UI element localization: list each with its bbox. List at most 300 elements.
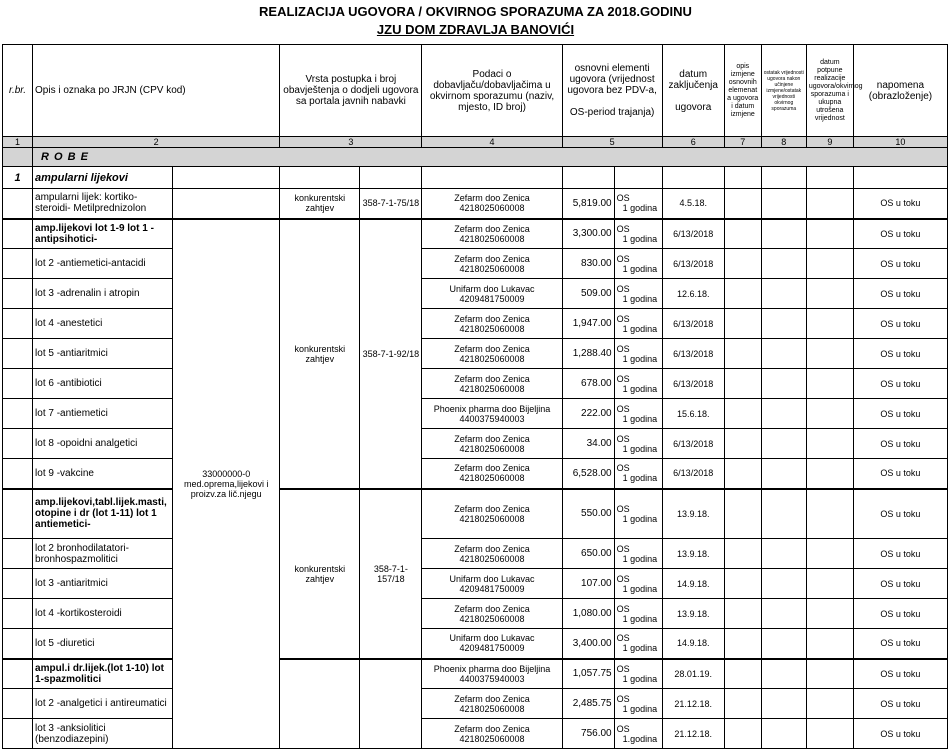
supplier-cell [422,659,562,689]
note: OS u toku [853,279,947,309]
contract-value: 6,528.00 [562,459,614,489]
realization-date [806,219,853,249]
realization-date [806,399,853,429]
os-period-cell [614,539,662,569]
os-label: OS [616,283,630,294]
table-row [3,459,948,489]
realization-date [806,339,853,369]
remaining-value [761,459,806,489]
period-label: 1 godina [622,323,658,334]
contract-value: 222.00 [562,399,614,429]
remaining-value [761,719,806,749]
os-label: OS [616,403,630,414]
lot-description: lot 8 -opoidni analgetici [33,429,173,459]
change-description [724,399,761,429]
realization-date [806,659,853,689]
os-label: OS [616,503,630,514]
table-row [3,339,948,369]
lot-description: lot 5 -diuretici [33,629,173,659]
group-number: 1 [3,167,33,189]
row-number [3,399,33,429]
supplier-name: Zefarm doo Zenica [454,193,530,204]
os-label: OS [616,603,630,614]
cpv-code: 33000000-0 med.oprema,lijekovi i proizv.za lič.njegu [173,219,280,749]
supplier-name: Unifarm doo Lukavac [449,633,535,644]
supplier-name: Zefarm doo Zenica [454,433,530,444]
supplier-name: Zefarm doo Zenica [454,603,530,614]
page-title: REALIZACIJA UGOVORA / OKVIRNOG SPORAZUMA ZA 2018.GODINU [259,4,692,19]
header-datum-realizacije: datum potpune realizacije ugovora/okvirnog sporazuma i ukupna utrošena vrijednost [806,45,853,137]
os-period-cell [614,309,662,339]
supplier-id: 4218025060008 [459,443,525,454]
remaining-value [761,569,806,599]
change-description [724,189,761,219]
lot-description: lot 4 -kortikosteroidi [33,599,173,629]
contract-date: 13.9.18. [662,599,724,629]
os-period-cell [614,249,662,279]
remaining-value [761,659,806,689]
os-period-cell [614,429,662,459]
lot-description: lot 3 -anksiolitici (benzodiazepini) [33,719,173,749]
supplier-cell [422,339,562,369]
table-row [3,309,948,339]
supplier-id: 4218025060008 [459,613,525,624]
period-label: 1 godina [622,233,658,244]
table-row [3,689,948,719]
change-description [724,599,761,629]
procedure-number: 358-7-1-75/18 [360,189,422,219]
change-description [724,489,761,539]
os-period-cell [614,719,662,749]
remaining-value [761,539,806,569]
os-period-cell [614,569,662,599]
contract-value: 2,485.75 [562,689,614,719]
header-ostatak: ostatak vrijednosti ugovora nakon učinjene izmjene/ostatak vrijednosti okvirnog sporazuma [761,45,806,137]
lot-description: lot 2 bronhodilatatori-bronhospazmolitici [33,539,173,569]
contract-date: 6/13/2018 [662,249,724,279]
period-label: 1 godina [622,263,658,274]
period-label: 1 godina [622,613,658,624]
os-period-cell [614,219,662,249]
change-description [724,369,761,399]
change-description [724,659,761,689]
contract-date: 6/13/2018 [662,219,724,249]
contract-date: 6/13/2018 [662,309,724,339]
note: OS u toku [853,599,947,629]
lot-description: lot 3 -adrenalin i atropin [33,279,173,309]
contract-date: 12.6.18. [662,279,724,309]
row-number [3,279,33,309]
table-row [3,279,948,309]
table-row [3,569,948,599]
table-row [3,429,948,459]
procedure-number: 358-7-1-157/18 [360,489,422,659]
supplier-cell [422,569,562,599]
page-subtitle: JZU DOM ZDRAVLJA BANOVIĆI [376,22,575,37]
col-num: 8 [761,137,806,148]
supplier-cell [422,249,562,279]
col-num: 6 [662,137,724,148]
col-num: 5 [562,137,662,148]
procedure-type: konkurentski zahtjev [280,489,360,659]
procedure-type: konkurentski zahtjev [280,189,360,219]
supplier-id: 4209481750009 [459,293,525,304]
contract-value: 509.00 [562,279,614,309]
change-description [724,569,761,599]
realization-date [806,429,853,459]
remaining-value [761,489,806,539]
remaining-value [761,249,806,279]
contract-date: 21.12.18. [662,689,724,719]
row-number [3,249,33,279]
contract-value: 650.00 [562,539,614,569]
supplier-cell [422,369,562,399]
row-number [3,429,33,459]
period-label: 1 godina [622,643,658,654]
note: OS u toku [853,539,947,569]
realization-date [806,599,853,629]
supplier-name: Phoenix pharma doo Bijeljina [433,403,551,414]
lot-description: lot 2 -antiemetici-antacidi [33,249,173,279]
remaining-value [761,189,806,219]
change-description [724,719,761,749]
os-period-cell [614,399,662,429]
lot-description: lot 6 -antibiotici [33,369,173,399]
supplier-cell [422,459,562,489]
os-period-cell [614,629,662,659]
change-description [724,249,761,279]
os-label: OS [616,693,630,704]
lot-description: ampularni lijek: kortiko-steroidi- Metilprednizolon [33,189,173,219]
contract-value: 1,080.00 [562,599,614,629]
os-label: OS [616,723,630,734]
realization-date [806,489,853,539]
realization-date [806,369,853,399]
lot-description: lot 9 -vakcine [33,459,173,489]
supplier-id: 4218025060008 [459,473,525,484]
remaining-value [761,689,806,719]
period-label: 1 godina [622,443,658,454]
os-label: OS [616,463,630,474]
supplier-id: 4218025060008 [459,323,525,334]
period-label: 1 godina [622,583,658,594]
note: OS u toku [853,569,947,599]
table-row [3,539,948,569]
change-description [724,539,761,569]
os-label: OS [616,223,630,234]
os-period-cell [614,489,662,539]
col-num: 3 [280,137,422,148]
lot-description: amp.lijekovi lot 1-9 lot 1 -antipsihotici- [33,219,173,249]
change-description [724,459,761,489]
procedure-type: konkurentski zahtjev [280,219,360,489]
os-label: OS [616,313,630,324]
remaining-value [761,399,806,429]
table-row [3,719,948,749]
supplier-name: Zefarm doo Zenica [454,343,530,354]
contract-value: 34.00 [562,429,614,459]
os-label: OS [616,573,630,584]
os-label: OS [616,633,630,644]
supplier-id: 4218025060008 [459,383,525,394]
os-label: OS [616,373,630,384]
table-row [3,369,948,399]
remaining-value [761,629,806,659]
remaining-value [761,219,806,249]
row-number [3,219,33,249]
realization-date [806,629,853,659]
period-label: 1 godina [622,553,658,564]
procedure-number [360,659,422,749]
group-row [3,167,948,189]
remaining-value [761,339,806,369]
contract-value: 678.00 [562,369,614,399]
change-description [724,219,761,249]
contract-value: 1,288.40 [562,339,614,369]
col-num: 10 [853,137,947,148]
lot-description: amp.lijekovi,tabl.lijek.masti, otopine i dr (lot 1-11) lot 1 antiemetici- [33,489,173,539]
os-period-cell [614,689,662,719]
os-label: OS [616,543,630,554]
note: OS u toku [853,399,947,429]
supplier-cell [422,489,562,539]
note: OS u toku [853,249,947,279]
contract-value: 3,400.00 [562,629,614,659]
table-row [3,399,948,429]
supplier-cell [422,279,562,309]
period-label: 1.godina [622,733,658,744]
realization-date [806,689,853,719]
cpv-cell [173,189,280,219]
contract-date: 6/13/2018 [662,459,724,489]
supplier-cell [422,599,562,629]
os-period-cell [614,599,662,629]
supplier-name: Unifarm doo Lukavac [449,573,535,584]
header-rbr: r.br. [3,45,33,137]
os-label: OS [616,193,630,204]
supplier-id: 4209481750009 [459,643,525,654]
period-label: 1 godina [622,383,658,394]
header-datum: datum zaključenja ugovora [662,45,724,137]
change-description [724,429,761,459]
os-period-cell [614,339,662,369]
column-numbers-row [3,137,948,148]
section-label: R O B E [33,148,948,167]
supplier-name: Zefarm doo Zenica [454,253,530,264]
lot-description: lot 4 -anestetici [33,309,173,339]
contract-value: 107.00 [562,569,614,599]
contract-date: 4.5.18. [662,189,724,219]
contract-date: 15.6.18. [662,399,724,429]
supplier-id: 4218025060008 [459,203,525,214]
contract-value: 550.00 [562,489,614,539]
realization-date [806,719,853,749]
supplier-cell [422,399,562,429]
remaining-value [761,599,806,629]
row-number [3,369,33,399]
note: OS u toku [853,659,947,689]
table-row [3,489,948,539]
note: OS u toku [853,339,947,369]
contract-value: 756.00 [562,719,614,749]
os-period-cell [614,369,662,399]
supplier-id: 4218025060008 [459,553,525,564]
row-number [3,659,33,689]
supplier-name: Zefarm doo Zenica [454,503,530,514]
supplier-id: 4218025060008 [459,703,525,714]
note: OS u toku [853,689,947,719]
realization-date [806,459,853,489]
lot-description: lot 7 -antiemetici [33,399,173,429]
supplier-cell [422,309,562,339]
supplier-id: 4218025060008 [459,733,525,744]
os-label: OS [616,253,630,264]
realization-date [806,189,853,219]
contract-date: 6/13/2018 [662,339,724,369]
remaining-value [761,309,806,339]
change-description [724,339,761,369]
header-row [3,45,948,137]
lot-description: lot 2 -analgetici i antireumatici [33,689,173,719]
contracts-table [2,44,948,749]
remaining-value [761,279,806,309]
supplier-id: 4218025060008 [459,353,525,364]
period-label: 1 godina [622,473,658,484]
row-number [3,339,33,369]
change-description [724,279,761,309]
os-period-cell [614,459,662,489]
row-number [3,489,33,539]
note: OS u toku [853,459,947,489]
supplier-name: Zefarm doo Zenica [454,373,530,384]
supplier-id: 4209481750009 [459,583,525,594]
supplier-cell [422,629,562,659]
supplier-cell [422,219,562,249]
note: OS u toku [853,489,947,539]
period-label: 1 godina [622,703,658,714]
supplier-name: Unifarm doo Lukavac [449,283,535,294]
row-number [3,309,33,339]
realization-date [806,569,853,599]
row-number [3,189,33,219]
row-number [3,539,33,569]
change-description [724,309,761,339]
contract-date: 6/13/2018 [662,369,724,399]
col-num: 2 [33,137,280,148]
os-period-cell [614,659,662,689]
header-podaci: Podaci o dobavljaču/dobavljačima u okvirnom sporazumu (naziv, mjesto, ID broj) [422,45,562,137]
header-vrsta: Vrsta postupka i broj obavještenja o dodjeli ugovora sa portala javnih nabavki [280,45,422,137]
contract-value: 1,947.00 [562,309,614,339]
row-number [3,689,33,719]
supplier-id: 4218025060008 [459,233,525,244]
row-number [3,459,33,489]
supplier-cell [422,689,562,719]
supplier-id: 4400375940003 [459,413,525,424]
group-name: ampularni lijekovi [33,167,173,189]
supplier-cell [422,719,562,749]
realization-date [806,249,853,279]
supplier-name: Zefarm doo Zenica [454,223,530,234]
row-number [3,719,33,749]
supplier-name: Zefarm doo Zenica [454,693,530,704]
contract-value: 5,819.00 [562,189,614,219]
lot-description: lot 5 -antiaritmici [33,339,173,369]
supplier-cell [422,429,562,459]
table-row [3,599,948,629]
table-row [3,219,948,249]
contract-date: 21.12.18. [662,719,724,749]
os-period-cell [614,279,662,309]
row-number [3,569,33,599]
col-num: 1 [3,137,33,148]
supplier-name: Phoenix pharma doo Bijeljina [433,663,551,674]
procedure-number: 358-7-1-92/18 [360,219,422,489]
contract-date: 6/13/2018 [662,429,724,459]
note: OS u toku [853,429,947,459]
note: OS u toku [853,309,947,339]
col-num: 4 [422,137,562,148]
os-label: OS [616,663,630,674]
period-label: 1 godina [622,353,658,364]
supplier-id: 4218025060008 [459,263,525,274]
supplier-name: Zefarm doo Zenica [454,463,530,474]
table-row [3,189,948,219]
section-row [3,148,948,167]
col-num: 7 [724,137,761,148]
period-label: 1 godina [622,413,658,424]
os-period-cell [614,189,662,219]
table-row [3,629,948,659]
row-number [3,629,33,659]
os-label: OS [616,433,630,444]
table-row [3,249,948,279]
supplier-id: 4218025060008 [459,513,525,524]
supplier-cell [422,539,562,569]
col-num: 9 [806,137,853,148]
row-number [3,599,33,629]
note: OS u toku [853,369,947,399]
supplier-name: Zefarm doo Zenica [454,723,530,734]
lot-description: lot 3 -antiaritmici [33,569,173,599]
change-description [724,629,761,659]
header-opis-izmjene: opis izmjene osnovnih elemenat a ugovora i datum izmjene [724,45,761,137]
realization-date [806,279,853,309]
period-label: 1 godina [622,293,658,304]
period-label: 1 godina [622,203,658,214]
contract-value: 1,057.75 [562,659,614,689]
contract-value: 3,300.00 [562,219,614,249]
contract-date: 14.9.18. [662,629,724,659]
note: OS u toku [853,189,947,219]
period-label: 1 godina [622,513,658,524]
contract-date: 13.9.18. [662,539,724,569]
contract-date: 13.9.18. [662,489,724,539]
lot-description: ampul.i dr.lijek.(lot 1-10) lot 1-spazmolitici [33,659,173,689]
header-osnovni: osnovni elementi ugovora (vrijednost ugovora bez PDV-a, OS-period trajanja) [562,45,662,137]
header-napomena: napomena (obrazloženje) [853,45,947,137]
note: OS u toku [853,219,947,249]
note: OS u toku [853,629,947,659]
change-description [724,689,761,719]
supplier-name: Zefarm doo Zenica [454,543,530,554]
note: OS u toku [853,719,947,749]
remaining-value [761,369,806,399]
realization-date [806,309,853,339]
table-row [3,659,948,689]
header-opis: Opis i oznaka po JRJN (CPV kod) [33,45,280,137]
supplier-cell [422,189,562,219]
